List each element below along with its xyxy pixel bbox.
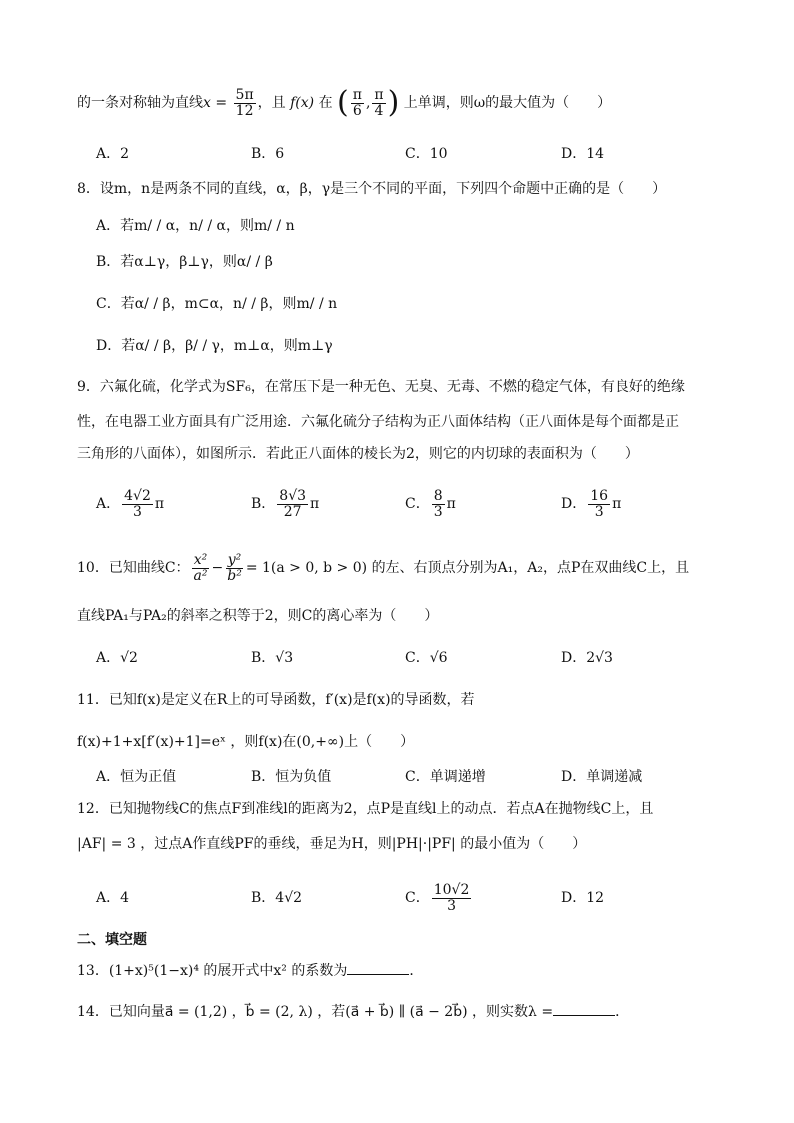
q10-option-d[interactable]: D．2√3 bbox=[561, 650, 613, 666]
q10-option-b[interactable]: B．√3 bbox=[251, 650, 294, 666]
q7-option-d[interactable]: D．14 bbox=[561, 146, 605, 162]
q7-tail: 上单调，则ω的最大值为（ ） bbox=[403, 95, 612, 112]
q12-line-2: |AF| = 3 ，过点A作直线PF的垂线，垂足为H，则|PH|·|PF| 的最小值为（ ） bbox=[77, 836, 587, 852]
q7-fx: f(x) bbox=[290, 95, 315, 112]
q7-option-a[interactable]: A．2 bbox=[96, 146, 130, 162]
q11-options bbox=[96, 764, 756, 790]
q7-fraction: $\frac{5\pi}{12}$ bbox=[235, 87, 254, 119]
q12-option-d[interactable]: D．12 bbox=[561, 890, 605, 906]
q11-line-2: f(x)+1+x[f′(x)+1]=eˣ ，则f(x)在(0,+∞)上（ ） bbox=[77, 734, 415, 750]
q8-option-d[interactable]: D．若α/ / β，β/ / γ，m⊥α，则m⊥γ bbox=[96, 338, 333, 354]
q11-line-1: 11．已知f(x)是定义在R上的可导函数，f′(x)是f(x)的导函数，若 bbox=[77, 692, 475, 708]
q7-mid: ，且 bbox=[257, 95, 286, 112]
q10-option-c[interactable]: C．√6 bbox=[405, 650, 448, 666]
q9-options bbox=[96, 486, 756, 522]
q14-answer-blank[interactable] bbox=[553, 1001, 615, 1016]
q12-line-1: 12．已知抛物线C的焦点F到准线l的距离为2，点P是直线l上的动点．若点A在抛物线C上，且 bbox=[77, 801, 654, 817]
q9-option-c[interactable]: C． $\frac{8}{3}$ π bbox=[405, 487, 456, 520]
q9-option-d[interactable]: D． $\frac{16}{3}$ π bbox=[561, 487, 622, 520]
q10-line-2: 直线PA₁与PA₂的斜率之积等于2，则C的离心率为（ ） bbox=[77, 608, 439, 624]
q8-option-b[interactable]: B．若α⊥γ，β⊥γ，则α/ / β bbox=[96, 254, 273, 270]
q7-option-b[interactable]: B．6 bbox=[251, 146, 285, 162]
q10-condition: = 1(a > 0, b > 0) bbox=[245, 560, 368, 577]
q10-line-1: 10．已知曲线C： $\frac{\text{x²}}{\text{a²}}$ − $\frac{\text{y²}}{\text{b²}}$ = 1(a > 0, b > 0) 的左、右顶点分别为A₁，A₂，点P在双曲线C上，且 bbox=[77, 552, 690, 584]
q8-option-c[interactable]: C．若α/ / β，m⊂α，n/ / β，则m/ / n bbox=[96, 296, 338, 312]
q9-option-b[interactable]: B． $\frac{8√3}{27}$ π bbox=[251, 487, 320, 520]
q7-x-eq: x = bbox=[203, 95, 228, 112]
q13-text: 13．(1+x)⁵(1−x)⁴ 的展开式中x² 的系数为 bbox=[77, 963, 348, 979]
q7-options bbox=[96, 141, 756, 167]
q7-interval-a: $\frac{\pi}{6}$ bbox=[352, 87, 362, 119]
q10-frac-y: $\frac{\text{y²}}{\text{b²}}$ bbox=[227, 552, 242, 584]
q12-options bbox=[96, 880, 756, 916]
q10-options bbox=[96, 645, 756, 671]
q11-option-a[interactable]: A．恒为正值 bbox=[96, 769, 177, 785]
q8-stem: 8．设m，n是两条不同的直线，α，β，γ是三个不同的平面，下列四个命题中正确的是（ ） bbox=[77, 181, 667, 197]
q11-option-b[interactable]: B．恒为负值 bbox=[251, 769, 332, 785]
q14-line: 14．已知向量a⃗ = (1,2) ，b⃗ = (2, λ) ，若(a⃗ + b⃗) ∥ (a⃗ − 2b⃗) ，则实数λ = ． bbox=[77, 1001, 629, 1022]
q9-option-a[interactable]: A． $\frac{4√2}{3}$ π bbox=[96, 487, 165, 520]
q7-prefix: 的一条对称轴为直线 bbox=[77, 95, 203, 112]
q7-line: 的一条对称轴为直线x = $\frac{5\pi}{12}$ ，且 f(x) 在 ( $\frac{\pi}{6}$ , $\frac{\pi}{4}$ ) 上单调，则ω的最大值为（ ） bbox=[77, 85, 612, 121]
q10-option-a[interactable]: A．√2 bbox=[96, 650, 138, 666]
q12-option-c[interactable]: C． $\frac{10√2}{3}$ bbox=[405, 881, 470, 914]
q11-option-d[interactable]: D．单调递减 bbox=[561, 769, 643, 785]
q8-option-a[interactable]: A．若m/ / α，n/ / α，则m/ / n bbox=[96, 218, 295, 234]
q10-prefix: 10．已知曲线C： bbox=[77, 560, 190, 577]
q7-in: 在 bbox=[318, 95, 333, 112]
q11-option-c[interactable]: C．单调递增 bbox=[405, 769, 486, 785]
q13-line: 13．(1+x)⁵(1−x)⁴ 的展开式中x² 的系数为 ． bbox=[77, 960, 423, 981]
q10-tail: 的左、右顶点分别为A₁，A₂，点P在双曲线C上，且 bbox=[371, 560, 690, 577]
q12-option-a[interactable]: A．4 bbox=[96, 890, 130, 906]
q9-line-1: 9．六氟化硫，化学式为SF₆，在常压下是一种无色、无臭、无毒、不燃的稳定气体，有良好的绝缘 bbox=[77, 379, 685, 395]
q12-option-b[interactable]: B．4√2 bbox=[251, 890, 303, 906]
q7-option-c[interactable]: C．10 bbox=[405, 146, 448, 162]
q7-interval-b: $\frac{\pi}{4}$ bbox=[374, 87, 384, 119]
q13-answer-blank[interactable] bbox=[347, 960, 409, 975]
q9-line-3: 三角形的八面体），如图所示．若此正八面体的棱长为2，则它的内切球的表面积为（ ） bbox=[77, 446, 639, 462]
q10-frac-x: $\frac{\text{x²}}{\text{a²}}$ bbox=[193, 552, 208, 584]
q9-line-2: 性，在电器工业方面具有广泛用途．六氟化硫分子结构为正八面体结构（正八面体是每个面都是正 bbox=[77, 414, 679, 430]
section-title-fill-blank: 二、填空题 bbox=[77, 932, 147, 948]
q14-text: 14．已知向量a⃗ = (1,2) ，b⃗ = (2, λ) ，若(a⃗ + b⃗) ∥ (a⃗ − 2b⃗) ，则实数λ = bbox=[77, 1004, 554, 1020]
